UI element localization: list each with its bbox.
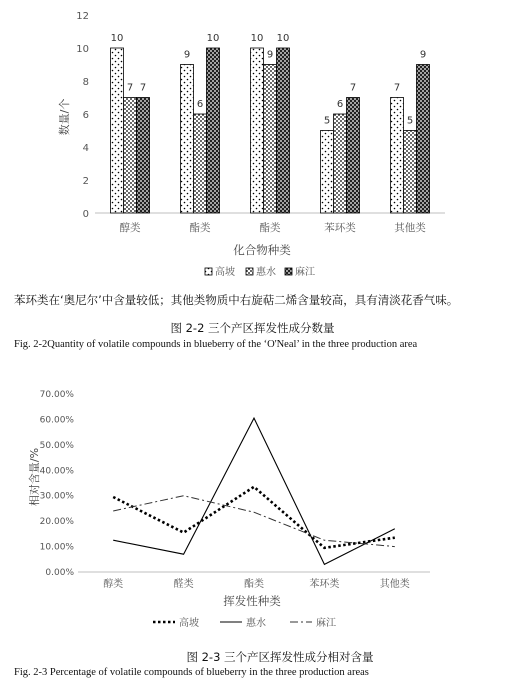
y-axis-label: 数量/个 (58, 98, 71, 136)
bar (404, 131, 417, 214)
x-tick-label: 其他类 (379, 579, 410, 590)
series-lines (113, 418, 395, 564)
figure-caption-en: Fig. 2-2Quantity of volatile compounds in blueberry of the ‘O'Neal’ in the three production area (14, 339, 418, 350)
y-tick-label: 40.00% (39, 466, 74, 477)
legend-label: 惠水 (256, 267, 276, 278)
y-tick-label: 60.00% (39, 415, 74, 426)
figure-caption-cn: 图 2-2 三个产区挥发性成分数量 (170, 321, 335, 335)
line-chart (0, 385, 505, 640)
bar (181, 65, 194, 214)
x-tick-label: 其他类 (394, 222, 426, 234)
y-tick-label: 0 (82, 209, 89, 220)
series-line (113, 496, 395, 547)
x-tick-label: 苯环类 (324, 222, 356, 234)
data-label: 7 (139, 82, 147, 94)
y-tick-label: 0.00% (45, 568, 74, 578)
bar (277, 48, 290, 213)
axes (40, 390, 430, 590)
legend-label: 高坡 (179, 618, 199, 629)
bar (347, 98, 360, 214)
bar (124, 98, 137, 214)
bar (194, 114, 207, 213)
bar (264, 65, 277, 214)
x-axis-label: 挥发性种类 (223, 594, 281, 608)
x-tick-label: 醇类 (119, 222, 141, 234)
legend-label: 惠水 (246, 618, 266, 629)
legend-label: 高坡 (215, 267, 235, 278)
data-label: 10 (276, 33, 290, 44)
bars (111, 48, 430, 213)
data-label: 7 (349, 82, 357, 94)
data-label: 6 (336, 99, 344, 110)
legend-swatch (246, 268, 253, 275)
data-label: 9 (183, 49, 191, 61)
x-tick-label: 酯类 (189, 222, 211, 234)
x-tick-label: 醛类 (173, 579, 194, 590)
data-label: 10 (206, 33, 220, 44)
bar (391, 98, 404, 214)
series-line (113, 487, 395, 548)
legend-swatch (205, 268, 212, 275)
figure-caption-en: Fig. 2-3 Percentage of volatile compounds of blueberry in the three production areas (14, 667, 369, 678)
y-tick-label: 2 (82, 176, 89, 187)
series-line (113, 418, 395, 564)
data-label: 7 (126, 82, 134, 94)
bar (417, 65, 430, 214)
y-tick-label: 20.00% (39, 517, 74, 528)
x-tick-label: 醇类 (103, 579, 124, 590)
y-tick-label: 10.00% (39, 542, 74, 553)
y-tick-label: 50.00% (39, 440, 74, 451)
y-axis-label: 相对含量/% (28, 447, 41, 507)
y-tick-label: 4 (82, 143, 89, 154)
y-tick-label: 8 (82, 77, 89, 88)
x-tick-label: 酯类 (244, 579, 264, 590)
y-tick-label: 30.00% (39, 491, 74, 502)
bar (334, 114, 347, 213)
bar-chart (0, 0, 505, 285)
bar (111, 48, 124, 213)
x-tick-label: 酯类 (259, 222, 281, 234)
x-axis-label: 化合物种类 (233, 243, 291, 257)
bar (321, 131, 334, 214)
y-tick-label: 6 (82, 110, 89, 121)
legend-swatch (285, 268, 292, 275)
y-tick-label: 10 (76, 44, 89, 55)
data-label: 6 (196, 99, 204, 110)
body-text: 苯环类在‘奥尼尔’中含量较低；其他类物质中右旋萜二烯含量较高，具有清淡花香气味。 (14, 293, 459, 307)
y-tick-label: 70.00% (39, 390, 74, 400)
legend (153, 616, 336, 629)
legend-label: 麻江 (316, 618, 336, 629)
data-label: 9 (419, 49, 427, 61)
legend-label: 麻江 (295, 267, 315, 278)
bar (137, 98, 150, 214)
bar (207, 48, 220, 213)
data-label: 5 (323, 115, 331, 127)
x-tick-label: 苯环类 (309, 579, 340, 590)
y-tick-label: 12 (76, 11, 89, 22)
legend (205, 265, 315, 278)
bar (251, 48, 264, 213)
data-label: 9 (266, 49, 274, 61)
data-label: 10 (110, 33, 124, 44)
data-label: 7 (393, 82, 401, 94)
data-label: 10 (250, 33, 264, 44)
figure-caption-cn: 图 2-3 三个产区挥发性成分相对含量 (186, 650, 374, 664)
data-label: 5 (406, 115, 414, 127)
